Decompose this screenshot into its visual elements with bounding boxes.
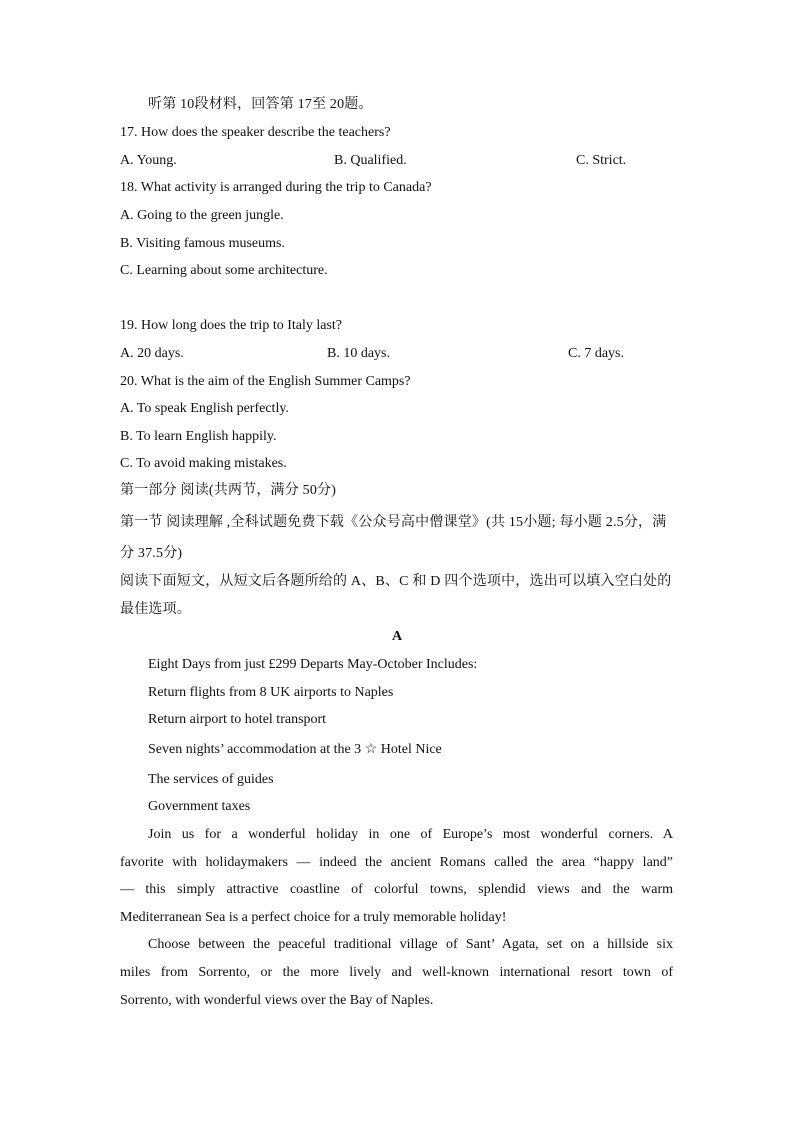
q19-option-c: C. 7 days. (568, 346, 624, 361)
question-20: 20. What is the aim of the English Summer Camps? (120, 374, 411, 389)
ad-line: Government taxes (148, 799, 251, 814)
paragraph-1-line: Join us for a wonderful holiday in one of Europe’s most wonderful corners. A (148, 827, 673, 842)
q19-option-b: B. 10 days. (327, 346, 390, 361)
ad-line: Return airport to hotel transport (148, 712, 327, 727)
q18-option-a: A. Going to the green jungle. (120, 208, 284, 223)
q17-option-b: B. Qualified. (334, 153, 407, 168)
paragraph-2-line: Sorrento, with wonderful views over the Bay of Naples. (120, 993, 434, 1008)
paragraph-1-line: — this simply attractive coastline of colorful towns, splendid views and the warm (120, 882, 673, 897)
ad-line: Seven nights’ accommodation at the 3 ☆ Hotel Nice (148, 742, 442, 757)
question-19: 19. How long does the trip to Italy last? (120, 318, 343, 333)
q18-option-c: C. Learning about some architecture. (120, 263, 328, 278)
passage-label: A (391, 629, 403, 644)
q20-option-c: C. To avoid making mistakes. (120, 456, 287, 471)
q18-option-b: B. Visiting famous museums. (120, 236, 285, 251)
ad-line: Return flights from 8 UK airports to Naples (148, 685, 394, 700)
instruction-line-1: 阅读下面短文，从短文后各题所给的 A、B、C 和 D 四个选项中，选出可以填入空白处的 (120, 574, 672, 589)
ad-line: Eight Days from just £299 Departs May-October Includes: (148, 657, 478, 672)
q17-option-a: A. Young. (120, 153, 177, 168)
listening-intro: 听第 10段材料，回答第 17至 20题。 (148, 97, 373, 112)
section-heading-line-2: 分 37.5分) (120, 546, 183, 561)
paragraph-2-line: Choose between the peaceful traditional village of Sant’ Agata, set on a hillside six (148, 937, 673, 952)
ad-line: The services of guides (148, 772, 274, 787)
part-title: 第一部分 阅读(共两节，满分 50分) (120, 483, 337, 498)
question-18: 18. What activity is arranged during the trip to Canada? (120, 180, 432, 195)
section-heading-line-1: 第一节 阅读理解 ,全科试题免费下载《公众号高中僧课堂》(共 15小题; 每小题 2.5分，满 (120, 515, 667, 530)
q20-option-b: B. To learn English happily. (120, 429, 277, 444)
q20-option-a: A. To speak English perfectly. (120, 401, 289, 416)
q17-option-c: C. Strict. (576, 153, 627, 168)
question-17: 17. How does the speaker describe the teachers? (120, 125, 391, 140)
instruction-line-2: 最佳选项。 (120, 602, 191, 617)
paragraph-1-line: Mediterranean Sea is a perfect choice for a truly memorable holiday! (120, 910, 507, 925)
paragraph-2-line: miles from Sorrento, or the more lively and well-known international resort town of (120, 965, 673, 980)
q19-option-a: A. 20 days. (120, 346, 184, 361)
paragraph-1-line: favorite with holidaymakers — indeed the ancient Romans called the area “happy land” (120, 855, 673, 870)
